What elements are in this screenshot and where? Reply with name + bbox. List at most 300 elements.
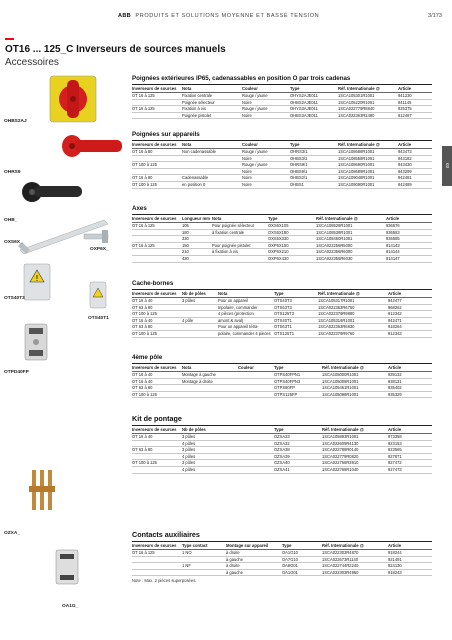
table-row: [132, 330, 432, 337]
column-header: Réf. Internationale @: [338, 85, 398, 93]
column-header: Couleur: [242, 85, 290, 93]
cell: OTS40T1: [274, 317, 318, 324]
column-header: Type contact: [182, 542, 226, 550]
cell: OTPS40FPN3: [274, 378, 322, 385]
cell: 923565: [388, 447, 432, 454]
table-note: Note : Max. 2 pièces superposées.: [132, 578, 197, 584]
table-row: [132, 317, 432, 324]
section-device-handles: [132, 131, 432, 189]
table-row: [132, 168, 432, 175]
cell: 936585: [386, 236, 432, 243]
product-label: OA1G_: [62, 604, 79, 609]
cell: 925375: [398, 106, 432, 113]
table-row: [132, 155, 432, 162]
cell: OHBS9/1: [290, 168, 338, 175]
column-header: Article: [388, 426, 432, 434]
cell: [238, 378, 274, 385]
cell: 968262: [388, 304, 432, 311]
cell: 1SCA105000R1001: [322, 371, 388, 378]
cell: 918243: [388, 569, 432, 576]
table-row: [132, 222, 432, 229]
section-title: Poignées sur appareils: [132, 131, 200, 138]
cell: OT 63 à 80: [132, 385, 182, 392]
table-row: [132, 112, 432, 119]
cell: [226, 433, 274, 440]
cell: OA7G10: [282, 556, 322, 563]
cell: 939132: [388, 371, 432, 378]
cell: 942489: [398, 181, 432, 188]
cell: [182, 311, 218, 318]
cell: [182, 162, 242, 169]
cell: Cadenassable: [182, 175, 242, 182]
column-header: Inverseurs de sources: [132, 290, 182, 298]
column-header: Réf. Internationale @: [322, 364, 388, 372]
cell: [182, 155, 242, 162]
cell: [226, 466, 274, 473]
section-fourth-pole: [132, 354, 432, 398]
chapter-tab: 03: [442, 146, 452, 186]
column-header: Couleur: [238, 364, 274, 372]
cell: 1SCA022768R1040: [322, 466, 388, 473]
cell: [132, 112, 182, 119]
cell: 1SCA105461R1001: [322, 385, 388, 392]
table-row: [132, 236, 432, 243]
cell: 942471: [388, 317, 432, 324]
cell: 914147: [386, 255, 432, 262]
table-fourth-pole: [132, 363, 432, 398]
table-external-handles: [132, 84, 432, 119]
cell: 1SCA022363R6930: [318, 324, 388, 331]
terminal-cover-3p-image: [22, 262, 52, 307]
table-header-row: [132, 215, 432, 223]
section-aux-contacts: [132, 530, 432, 583]
cell: Fixation centrale: [182, 92, 242, 99]
cell: 4 pôles: [182, 453, 226, 460]
cell: 1 NF: [182, 563, 226, 570]
cell: à gauche: [226, 569, 282, 576]
column-header: Nota: [218, 290, 274, 298]
cell: 1SCA022303R4870: [322, 549, 388, 556]
column-header: Nota: [182, 364, 238, 372]
column-header: Inverseurs de sources: [132, 141, 182, 149]
cell: OXS6X180: [268, 229, 316, 236]
cell: OT 16 à 125: [132, 222, 182, 229]
cell: 3 pôles: [182, 433, 226, 440]
table-row: [132, 549, 432, 556]
cell: OTS63T3: [274, 304, 318, 311]
cell: OZXA39: [274, 453, 322, 460]
cell: 941145: [398, 99, 432, 106]
cell: Rouge / jaune: [242, 162, 290, 169]
cell: 935329: [388, 391, 432, 398]
cell: 1SCA108690R1001: [338, 162, 398, 169]
cell: OHRS9/1: [290, 162, 338, 169]
table-shafts: [132, 214, 432, 263]
table-row: [132, 92, 432, 99]
section-terminal-covers: [132, 280, 432, 338]
column-header: Inverseurs de sources: [132, 542, 182, 550]
cell: 935402: [388, 385, 432, 392]
cell: OTPS40FPN1: [274, 371, 322, 378]
cell: Montage à droite: [182, 378, 238, 385]
cell: 1SCA105220R1001: [338, 99, 398, 106]
column-header: Type: [268, 215, 316, 223]
column-header: Nb de pôles: [182, 290, 218, 298]
cell: Noire: [242, 112, 290, 119]
cell: OZXA38: [274, 447, 322, 454]
cell: OHRS3/1: [290, 148, 338, 155]
cell: OXS6X330: [268, 236, 316, 243]
cell: 936583: [386, 229, 432, 236]
cell: OTS125T1: [274, 330, 318, 337]
cell: [238, 371, 274, 378]
cell: [182, 569, 226, 576]
table-row: [132, 106, 432, 113]
page-number: 3/173: [428, 13, 442, 19]
product-label: OTS40T3: [4, 296, 25, 301]
fourth-pole-image: [22, 322, 50, 367]
cell: [182, 556, 226, 563]
section-external-handles: [132, 75, 432, 119]
cell: 1SCA022779R0820: [322, 453, 388, 460]
column-header: Type: [274, 290, 318, 298]
table-row: [132, 460, 432, 467]
column-header: Inverseurs de sources: [132, 364, 182, 372]
table-bridging-kit: [132, 425, 432, 474]
header-title: PRODUITS ET SOLUTIONS MOYENNE ET BASSE TENSION: [135, 13, 320, 19]
cell: à droite: [226, 549, 282, 556]
cell: OT 16 à 125: [132, 92, 182, 99]
section-title: Axes: [132, 205, 147, 212]
product-label: OHB_: [4, 218, 18, 223]
cell: 943182: [398, 155, 432, 162]
cell: Fixation à vis: [182, 106, 242, 113]
column-header: Montage sur appareil: [226, 542, 282, 550]
product-label: OHRS9: [4, 170, 21, 175]
cell: 942481: [398, 175, 432, 182]
column-header: Type: [274, 364, 322, 372]
cell: Non cadenassable: [182, 148, 242, 155]
cell: 1SCA105008R1001: [322, 378, 388, 385]
table-row: [132, 371, 432, 378]
table-row: [132, 229, 432, 236]
cell: 105: [182, 222, 212, 229]
cell: 1SCA105316R1001: [318, 317, 388, 324]
cell: OT 100 à 125: [132, 162, 182, 169]
cell: [182, 168, 242, 175]
column-header: Réf. Internationale @: [338, 141, 398, 149]
cell: 1SCA109090R1001: [338, 181, 398, 188]
table-row: [132, 255, 432, 262]
cell: 912342: [388, 311, 432, 318]
cell: amont & aval): [218, 317, 274, 324]
cell: [132, 229, 182, 236]
table-terminal-covers: [132, 289, 432, 338]
cell: 1SCA022256R5000: [316, 242, 386, 249]
cell: OT 16 à 80: [132, 175, 182, 182]
cell: [132, 168, 182, 175]
cell: 1SCA105301R1001: [338, 92, 398, 99]
cell: Rouge / jaune: [242, 92, 290, 99]
handle-black-image: [20, 178, 84, 209]
cell: OT 100 à 125: [132, 181, 182, 188]
column-header: [226, 426, 274, 434]
handle-red-image: [60, 130, 124, 165]
cell: Pour un appareil tétra-: [218, 324, 274, 331]
cell: 1SCA022303R4950: [322, 569, 388, 576]
table-row: [132, 433, 432, 440]
column-header: Inverseurs de sources: [132, 426, 182, 434]
cell: 3 pôles: [182, 297, 218, 304]
cell: 973358: [388, 433, 432, 440]
table-header-row: [132, 141, 432, 149]
cell: 918244: [388, 549, 432, 556]
cell: 4 pôles: [182, 466, 226, 473]
cell: à droite: [226, 563, 282, 570]
cell: 1SCA105893R1001: [322, 433, 388, 440]
cell: 927871: [388, 453, 432, 460]
cell: 1SCA108528R1001: [316, 222, 386, 229]
cell: à fixation à vis: [212, 249, 268, 256]
cell: Noire: [242, 181, 290, 188]
cell: Rouge / jaune: [242, 148, 290, 155]
cell: OT 16 à 40: [132, 317, 182, 324]
cell: 1SCA022673R1140: [322, 556, 388, 563]
cell: [132, 440, 182, 447]
table-header-row: [132, 364, 432, 372]
cell: 924130: [388, 563, 432, 570]
cell: 1SCA022356R6000: [316, 249, 386, 256]
section-title: [132, 354, 432, 361]
table-row: [132, 175, 432, 182]
table-header-row: [132, 85, 432, 93]
cell: OT 16 à 125: [132, 242, 182, 249]
table-row: [132, 466, 432, 473]
cell: 914144: [386, 249, 432, 256]
table-row: [132, 391, 432, 398]
cell: 927472: [388, 460, 432, 467]
cell: Rouge / jaune: [242, 106, 290, 113]
cell: 1SCA022379R9880: [318, 311, 388, 318]
table-row: [132, 378, 432, 385]
cell: [182, 391, 238, 398]
section-shafts: [132, 205, 432, 263]
cell: OT 100 à 125: [132, 311, 182, 318]
header-text: [118, 13, 319, 19]
page-title: OT16 ... 125_C Inverseurs de sources manuels: [5, 44, 226, 55]
cell: [212, 255, 268, 262]
cell: [182, 304, 218, 311]
cell: OA8G01: [282, 563, 322, 570]
table-aux-contacts: [132, 541, 432, 576]
section-bridging-kit: [132, 414, 432, 474]
cell: OT 16 à 125: [132, 549, 182, 556]
cell: OHBS2AJE011: [290, 99, 338, 106]
cell: [132, 236, 182, 243]
cell: OHBS3AJE011: [290, 112, 338, 119]
cell: [132, 569, 182, 576]
column-header: Couleur: [242, 141, 290, 149]
cell: 1 NO: [182, 549, 226, 556]
cell: 918264: [388, 324, 432, 331]
page-subtitle: Accessoires: [5, 57, 59, 68]
cell: 430: [182, 255, 212, 262]
table-row: [132, 162, 432, 169]
cell: 1SCA022363R2480: [338, 112, 398, 119]
column-header: Article: [398, 141, 432, 149]
cell: 927473: [388, 466, 432, 473]
column-header: Type: [290, 85, 338, 93]
column-header: Article: [388, 364, 432, 372]
cell: [132, 563, 182, 570]
cell: 1SCA022788R0140: [322, 447, 388, 454]
cell: OT 16 à 80: [132, 148, 182, 155]
cell: tripolaire, commander: [218, 304, 274, 311]
cell: 330: [182, 236, 212, 243]
cell: Pour poignée sélecteur: [212, 222, 268, 229]
table-row: [132, 148, 432, 155]
cell: 1SCA108689R1001: [338, 168, 398, 175]
column-header: Article: [386, 215, 432, 223]
table-header-row: [132, 290, 432, 298]
column-header: Article: [388, 290, 432, 298]
cell: 943473: [398, 148, 432, 155]
cell: 4 pôles: [182, 440, 226, 447]
column-header: Réf. Internationale @: [322, 426, 388, 434]
cell: 180: [182, 229, 212, 236]
cell: OHBS1: [290, 181, 338, 188]
cell: [182, 324, 218, 331]
section-title: Kit de pontage: [132, 414, 182, 423]
cell: OXP6X430: [268, 255, 316, 262]
cell: OTS125T3: [274, 311, 318, 318]
product-label: OTPD40FP: [4, 370, 29, 375]
cell: [182, 330, 218, 337]
cell: OT 16 à 40: [132, 371, 182, 378]
cell: 1SCA022356R6030: [316, 255, 386, 262]
cell: [226, 453, 274, 460]
cell: 1SCA022363R6750: [318, 304, 388, 311]
section-title: Contacts auxiliaires: [132, 530, 200, 539]
cell: OTS63T1: [274, 324, 318, 331]
cell: 943299: [398, 168, 432, 175]
column-header: Article: [398, 85, 432, 93]
product-label: OXS6X_: [4, 240, 23, 245]
cell: Pour un appareil: [218, 297, 274, 304]
cell: OXP6X150: [268, 242, 316, 249]
cell: 1SCA108558R1001: [338, 155, 398, 162]
cell: 3 pôles: [182, 447, 226, 454]
cell: OZXA40: [274, 460, 322, 467]
section-title: Poignées extérieures IP65, cadenassables en position O par trois cadenas: [132, 75, 351, 82]
column-header: Réf. Internationale @: [322, 542, 388, 550]
cell: OHYS3AJE011: [290, 106, 338, 113]
table-row: [132, 556, 432, 563]
cell: 936576: [386, 222, 432, 229]
cell: 150: [182, 242, 212, 249]
cell: Montage à gauche: [182, 371, 238, 378]
column-header: Type: [290, 141, 338, 149]
cell: 1SCA022779R8840: [338, 106, 398, 113]
cell: OHYS2AJE011: [290, 92, 338, 99]
cell: 942477: [388, 297, 432, 304]
column-header: Réf. Internationale @: [316, 215, 386, 223]
table-row: [132, 311, 432, 318]
cell: OA1G10: [282, 549, 322, 556]
cell: OT 63 à 80: [132, 304, 182, 311]
cell: 4 pôle: [182, 317, 218, 324]
column-header: Nota: [212, 215, 268, 223]
cell: Pour poignée pistolet: [212, 242, 268, 249]
page-header: [0, 0, 452, 34]
cell: [238, 391, 274, 398]
table-row: [132, 99, 432, 106]
cell: [182, 385, 238, 392]
cell: Noire: [242, 99, 290, 106]
table-row: [132, 447, 432, 454]
cell: OHBS3/1: [290, 155, 338, 162]
cell: 210: [182, 249, 212, 256]
cell: OT 63 à 80: [132, 447, 182, 454]
table-row: [132, 440, 432, 447]
cell: [132, 99, 182, 106]
cell: en position 0: [182, 181, 242, 188]
table-header-row: [132, 542, 432, 550]
column-header: Réf. Internationale @: [318, 290, 388, 298]
cell: [132, 453, 182, 460]
cell: 1SCA108688R1001: [338, 148, 398, 155]
cell: Noire: [242, 155, 290, 162]
table-row: [132, 249, 432, 256]
cell: OTS40T3: [274, 297, 318, 304]
cell: [212, 236, 268, 243]
cell: [238, 385, 274, 392]
column-header: Nb de pôles: [182, 426, 226, 434]
cell: OA1G01: [282, 569, 322, 576]
cell: OTPS80FP: [274, 385, 322, 392]
cell: [132, 466, 182, 473]
cell: 1SCA105098R1001: [322, 391, 388, 398]
cell: OHBS2/1: [290, 175, 338, 182]
cell: [132, 155, 182, 162]
cell: OZXA41: [274, 466, 322, 473]
table-header-row: [132, 426, 432, 434]
bridging-kit-image: [26, 468, 58, 517]
cell: [132, 249, 182, 256]
cell: Poignée pistolet: [182, 112, 242, 119]
cell: [226, 440, 274, 447]
cell: 914143: [386, 242, 432, 249]
section-title: Cache-bornes: [132, 280, 174, 287]
table-row: [132, 569, 432, 576]
cell: OTPS125FP: [274, 391, 322, 398]
cell: 1SCA022379R9760: [318, 330, 388, 337]
cell: 1SCA109048R1001: [338, 175, 398, 182]
cell: [226, 447, 274, 454]
cell: 1SCA108538R1001: [316, 229, 386, 236]
cell: 912343: [388, 330, 432, 337]
cell: 941230: [398, 92, 432, 99]
table-row: [132, 453, 432, 460]
cell: 1SCA022768R3910: [322, 460, 388, 467]
terminal-cover-1p-image: [88, 280, 108, 315]
cell: OT 16 à 40: [132, 378, 182, 385]
column-header: Type: [274, 426, 322, 434]
cell: OT 16 à 40: [132, 297, 182, 304]
column-header: Nota: [182, 85, 242, 93]
table-row: [132, 324, 432, 331]
cell: à gauche: [226, 556, 282, 563]
